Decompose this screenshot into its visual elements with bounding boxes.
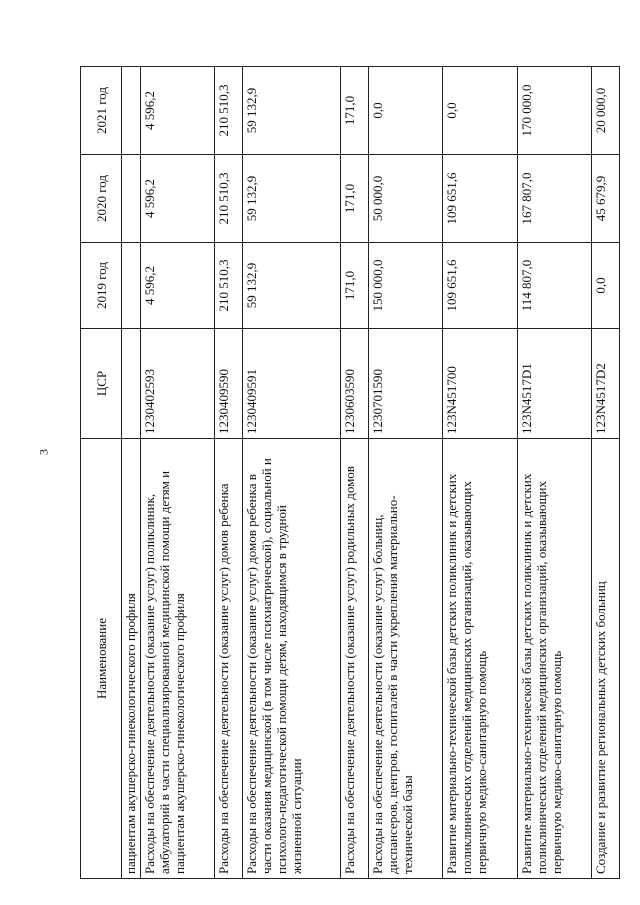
row-2021: 171,0	[340, 67, 368, 155]
header-2020: 2020 год	[81, 155, 122, 243]
row-code: 123N4517D2	[592, 329, 620, 439]
row-name: Расходы на обеспечение деятельности (оказание услуг) родильных домов	[340, 439, 368, 879]
row-2021: 20 000,0	[592, 67, 620, 155]
row-2019	[122, 243, 141, 329]
rotated-table-frame	[80, 67, 620, 879]
row-name: Расходы на обеспечение деятельности (оказание услуг) домов ребенка	[215, 439, 243, 879]
header-code: ЦСР	[81, 329, 122, 439]
header-row	[81, 67, 122, 879]
row-code: 123N451700	[443, 329, 517, 439]
table-row	[215, 67, 243, 879]
row-2021: 170 000,0	[517, 67, 591, 155]
row-2020: 167 807,0	[517, 155, 591, 243]
row-2019: 150 000,0	[368, 243, 442, 329]
row-name: Расходы на обеспечение деятельности (оказание услуг) поликлиник, амбулаторий в части специализированной медицинской помощи детям и пациентам акушерско-гинекологического профиля	[141, 439, 215, 879]
table-row	[340, 67, 368, 879]
row-2019: 59 132,9	[243, 243, 341, 329]
row-2021: 4 596,2	[141, 67, 215, 155]
row-2020: 109 651,6	[443, 155, 517, 243]
row-2020: 171,0	[340, 155, 368, 243]
row-code: 1230409590	[215, 329, 243, 439]
table-row	[517, 67, 591, 879]
row-code: 1230402593	[141, 329, 215, 439]
budget-table	[80, 66, 620, 879]
row-2020: 50 000,0	[368, 155, 442, 243]
header-2019: 2019 год	[81, 243, 122, 329]
header-2021: 2021 год	[81, 67, 122, 155]
row-2021: 0,0	[368, 67, 442, 155]
table-row	[592, 67, 620, 879]
row-2019: 114 807,0	[517, 243, 591, 329]
table-row	[141, 67, 215, 879]
row-code: 1230603590	[340, 329, 368, 439]
page-number: 3	[36, 449, 51, 455]
table-container	[80, 67, 620, 879]
header-name: Наименование	[81, 439, 122, 879]
table-row	[243, 67, 341, 879]
row-2019: 109 651,6	[443, 243, 517, 329]
row-name: Расходы на обеспечение деятельности (оказание услуг) больниц, диспансеров, центров, госпиталей в части укрепления материально-технической базы	[368, 439, 442, 879]
table-row	[122, 67, 141, 879]
row-2019: 0,0	[592, 243, 620, 329]
row-code: 1230409591	[243, 329, 341, 439]
table-row	[368, 67, 442, 879]
row-name: Развитие материально-технической базы детских поликлиник и детских поликлинических отделений медицинских организаций, оказывающих первичную медико-санитарную помощь	[443, 439, 517, 879]
row-name: Развитие материально-технической базы детских поликлиник и детских поликлинических отделений медицинских организаций, оказывающих первичную медико-санитарную помощь	[517, 439, 591, 879]
row-2020: 210 510,3	[215, 155, 243, 243]
row-code	[122, 329, 141, 439]
row-code: 123N4517D1	[517, 329, 591, 439]
row-2021: 210 510,3	[215, 67, 243, 155]
row-2020: 59 132,9	[243, 155, 341, 243]
row-2020: 45 679,9	[592, 155, 620, 243]
row-2019: 4 596,2	[141, 243, 215, 329]
row-code: 1230701590	[368, 329, 442, 439]
row-name: пациентам акушерско-гинекологического профиля	[122, 439, 141, 879]
row-name: Расходы на обеспечение деятельности (оказание услуг) домов ребенка в части оказания медицинской (в том числе психиатрической), социальной и психолого-педагогической помощи детям, находящимся в трудной жизненной ситуации	[243, 439, 341, 879]
row-2019: 171,0	[340, 243, 368, 329]
row-2020	[122, 155, 141, 243]
row-2019: 210 510,3	[215, 243, 243, 329]
table-row	[443, 67, 517, 879]
row-2020: 4 596,2	[141, 155, 215, 243]
row-2021: 59 132,9	[243, 67, 341, 155]
row-name: Создание и развитие региональных детских больниц	[592, 439, 620, 879]
row-2021	[122, 67, 141, 155]
row-2021: 0,0	[443, 67, 517, 155]
